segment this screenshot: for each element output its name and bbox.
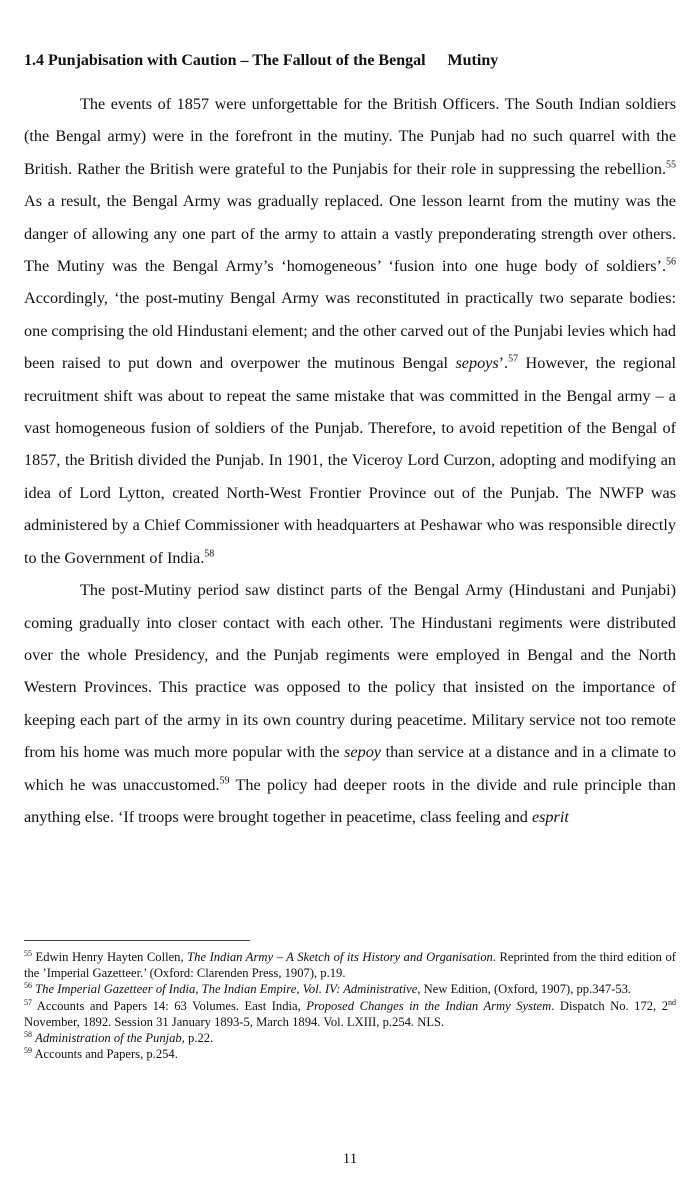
page-number: 11 <box>342 1151 358 1167</box>
footnote-56: $^{56}$ The Imperial Gazetteer of India, The Indian Empire, Vol. IV: Administrative, New Edition, (Oxford, 1907), pp.347-53. <box>24 981 632 997</box>
footnote-ref-56[interactable]: 56 <box>666 256 676 268</box>
heading-text: 1.4 Punjabisation with Caution – The Fallout of the Bengal <box>24 52 426 69</box>
footnote-divider <box>24 940 250 941</box>
section-heading <box>24 48 676 74</box>
footnote-ref-55[interactable]: 55 <box>666 159 676 171</box>
paragraph-1: The events of 1857 were unforgettable for the British Officers. The South Indian soldiers (the Bengal army) were in the forefront in the mutiny. The Punjab had no such quarrel with the British. Rather the British were grateful to the Punjabis for their role in suppressing the rebellion.$^{55}$ As a result, the Bengal Army was gradually replaced. One lesson learnt from the mutiny was the danger of allowing any one part of the army to attain a vastly preponderating strength over others. The Mutiny was the Bengal Army’s ‘homogeneous’ ‘fusion into one huge body of soldiers’.$^{56}$ Accordingly, ‘the post-mutiny Bengal Army was reconstituted in practically two separate bodies: one comprising the old Hindustani element; and the other carved out of the Punjabi levies which had been raised to put down and overpower the mutinous Bengal sepoys’.$^{57}$ However, the regional recruitment shift was about to repeat the same mistake that was committed in the Bengal army – a vast homogeneous fusion of soldiers of the Punjab. Therefore, to avoid repetition of the Bengal of 1857, the British divided the Punjab. In 1901, the Viceroy Lord Curzon, adopting and modifying an idea of Lord Lytton, created North-West Frontier Province out of the Punjab. The NWFP was administered by a Chief Commissioner with headquarters at Peshawar who was responsible directly to the Government of India.$^{58}$ <box>24 95 676 567</box>
footnote-ref-58[interactable]: 58 <box>204 548 215 560</box>
footnote-58: $^{58}$ Administration of the Punjab, p.22. <box>24 1029 214 1046</box>
page-body <box>24 48 676 833</box>
footnote-57: $^{57}$ Accounts and Papers 14: 63 Volumes. East India, Proposed Changes in the Indian Army System. Dispatch No. 172, 2nd November, 1892. Session 31 January 1893-5, March 1894. Vol. LXIII, p.254. NLS. <box>24 997 676 1029</box>
footnote-59: $^{59}$ Accounts and Papers, p.254. <box>24 1046 178 1062</box>
heading-text-end: Mutiny <box>447 52 499 69</box>
footnote-ref-59[interactable]: 59 <box>219 775 230 787</box>
footnote-55: $^{55}$ Edwin Henry Hayten Collen, The Indian Army – A Sketch of its History and Organisation. Reprinted from the third edition of the ’Imperial Gazetteer.’ (Oxford: Clarenden Press, 1907), p.19. <box>24 948 676 981</box>
footnote-ref-57[interactable]: 57 <box>508 353 519 365</box>
footnotes <box>24 949 676 1062</box>
paragraph-2: The post-Mutiny period saw distinct parts of the Bengal Army (Hindustani and Punjabi) coming gradually into closer contact with each other. The Hindustani regiments were distributed over the whole Presidency, and the Punjab regiments were employed in Bengal and the North Western Provinces. This practice was opposed to the policy that insisted on the importance of keeping each part of the army in its own country during peacetime. Military service not too remote from his home was much more popular with the sepoy than service at a distance and in a climate to which he was unaccustomed.$^{59}$ The policy had deeper roots in the divide and rule principle than anything else. ‘If troops were brought together in peacetime, class feeling and esprit <box>24 581 677 826</box>
